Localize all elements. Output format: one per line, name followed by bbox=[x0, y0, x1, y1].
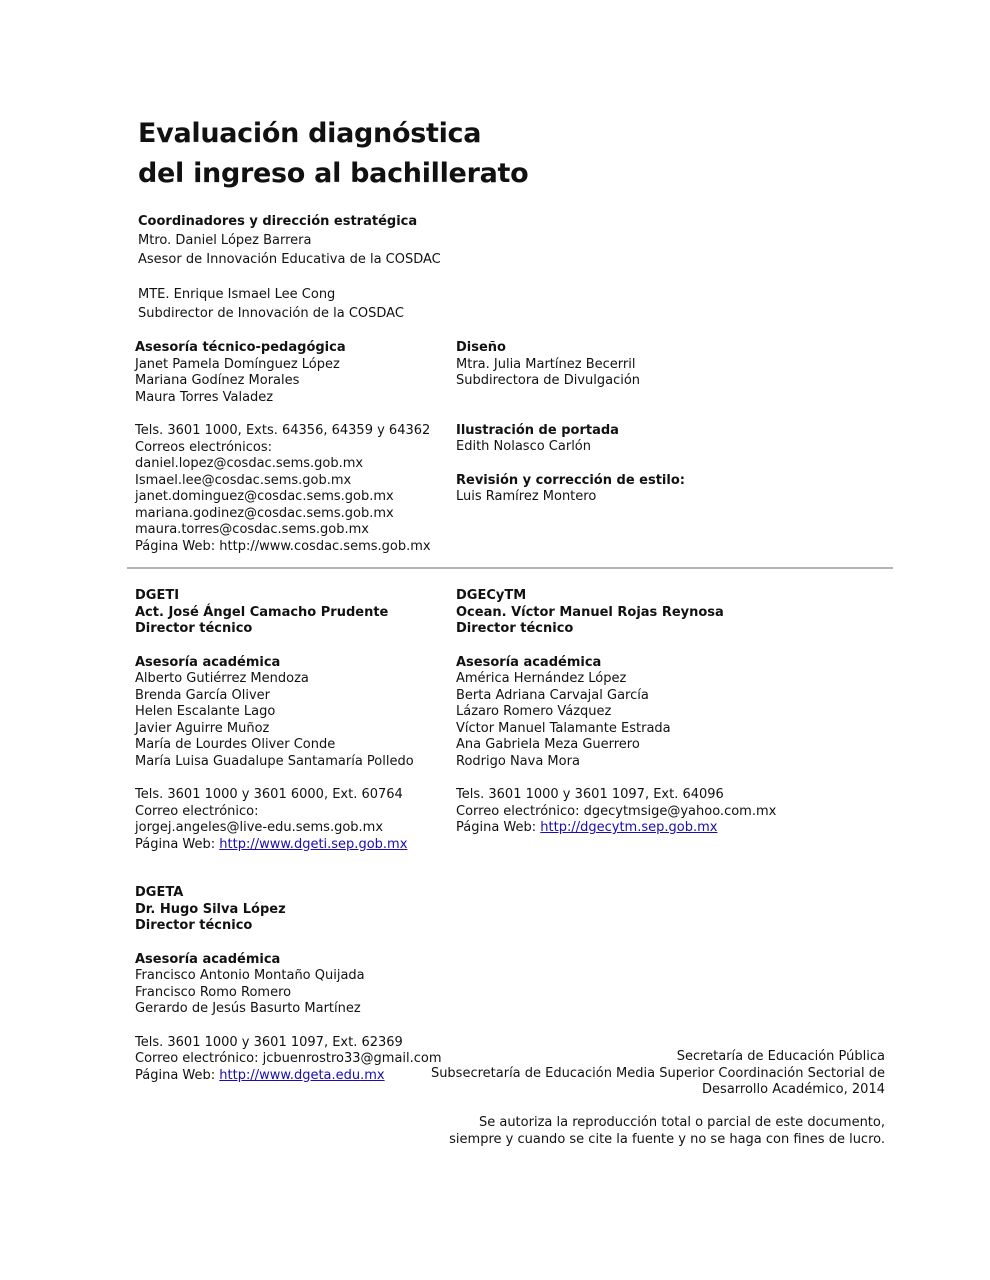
dgecytm-director-role: Director técnico bbox=[456, 621, 574, 636]
dgeti-org: DGETI bbox=[135, 588, 180, 603]
dgecytm-web-link[interactable]: http://dgecytm.sep.gob.mx bbox=[540, 820, 718, 835]
dgecytm-email: Correo electrónico: dgecytmsige@yahoo.com.mx bbox=[456, 803, 777, 819]
list-item: Gerardo de Jesús Basurto Martínez bbox=[135, 1001, 361, 1016]
list-item: María Luisa Guadalupe Santamaría Polledo bbox=[135, 753, 414, 769]
dgeti-phones: Tels. 3601 1000 y 3601 6000, Ext. 60764 bbox=[135, 787, 403, 802]
technical-advisory-phones: Tels. 3601 1000, Exts. 64356, 64359 y 64362 bbox=[135, 423, 431, 438]
list-item: Lázaro Romero Vázquez bbox=[456, 704, 612, 719]
list-item: Javier Aguirre Muñoz bbox=[135, 720, 270, 736]
technical-advisory-heading: Asesoría técnico-pedagógica bbox=[135, 340, 346, 355]
dgeti-advisory-heading: Asesoría académica bbox=[135, 654, 281, 670]
publisher-line-3: Desarrollo Académico, 2014 bbox=[702, 1082, 885, 1097]
list-item: Francisco Antonio Montaño Quijada bbox=[135, 968, 365, 983]
list-item: Maura Torres Valadez bbox=[135, 389, 274, 405]
email-item: daniel.lopez@cosdac.sems.gob.mx bbox=[135, 456, 364, 471]
document-title bbox=[138, 114, 528, 194]
cover-name: Edith Nolasco Carlón bbox=[456, 439, 592, 454]
list-item: Mariana Godínez Morales bbox=[135, 373, 300, 388]
technical-advisory-web: Página Web: http://www.cosdac.sems.gob.mx bbox=[135, 538, 431, 554]
dgecytm-web-label: Página Web: bbox=[456, 820, 541, 835]
dgecytm-section bbox=[456, 588, 776, 837]
dgecytm-web bbox=[456, 820, 776, 837]
dgecytm-org: DGECyTM bbox=[456, 588, 527, 603]
list-item: Ana Gabriela Meza Guerrero bbox=[456, 737, 640, 752]
dgeta-web bbox=[135, 1068, 442, 1085]
email-item: maura.torres@cosdac.sems.gob.mx bbox=[135, 522, 369, 537]
dgeta-org: DGETA bbox=[135, 885, 184, 900]
email-item: mariana.godinez@cosdac.sems.gob.mx bbox=[135, 505, 394, 521]
dgeta-advisory-heading: Asesoría académica bbox=[135, 951, 281, 967]
list-item: Alberto Gutiérrez Mendoza bbox=[135, 671, 309, 686]
email-item: janet.dominguez@cosdac.sems.gob.mx bbox=[135, 489, 394, 504]
list-item: Brenda García Oliver bbox=[135, 687, 271, 703]
dgeti-web bbox=[135, 837, 414, 854]
license-line-1: Se autoriza la reproducción total o parcial de este documento, bbox=[478, 1115, 885, 1130]
license-line-2: siempre y cuando se cite la fuente y no se haga con fines de lucro. bbox=[449, 1131, 885, 1147]
list-item: Rodrigo Nava Mora bbox=[456, 753, 580, 769]
dgeti-email: jorgej.angeles@live-edu.sems.gob.mx bbox=[135, 820, 384, 835]
list-item: Francisco Romo Romero bbox=[135, 984, 292, 1000]
revision-heading: Revisión y corrección de estilo: bbox=[456, 472, 685, 488]
dgeta-web-link[interactable]: http://www.dgeta.edu.mx bbox=[219, 1067, 385, 1083]
section-divider bbox=[127, 567, 893, 569]
dgeti-section bbox=[135, 588, 414, 853]
dgeta-web-label: Página Web: bbox=[135, 1067, 220, 1083]
coordinators-section bbox=[138, 212, 441, 323]
dgecytm-phones: Tels. 3601 1000 y 3601 1097, Ext. 64096 bbox=[456, 787, 724, 802]
dgeti-email-label: Correo electrónico: bbox=[135, 803, 259, 819]
dgecytm-advisory-heading: Asesoría académica bbox=[456, 654, 602, 670]
dgeta-director: Dr. Hugo Silva López bbox=[135, 901, 286, 917]
list-item: América Hernández López bbox=[456, 671, 627, 686]
list-item: Janet Pamela Domínguez López bbox=[135, 356, 340, 372]
list-item: María de Lourdes Oliver Conde bbox=[135, 737, 336, 752]
coordinator-1-role: Asesor de Innovación Educativa de la COSDAC bbox=[138, 252, 441, 267]
email-item: Ismael.lee@cosdac.sems.gob.mx bbox=[135, 472, 352, 488]
dgeti-web-link[interactable]: http://www.dgeti.sep.gob.mx bbox=[219, 836, 408, 852]
title-line-2: del ingreso al bachillerato bbox=[138, 158, 529, 189]
revision-name: Luis Ramírez Montero bbox=[456, 489, 597, 504]
design-heading: Diseño bbox=[456, 340, 506, 355]
dgecytm-director: Ocean. Víctor Manuel Rojas Reynosa bbox=[456, 604, 724, 620]
coordinator-2-name: MTE. Enrique Ismael Lee Cong bbox=[138, 287, 336, 302]
publisher-line-1: Secretaría de Educación Pública bbox=[676, 1049, 885, 1064]
coordinators-heading: Coordinadores y dirección estratégica bbox=[138, 214, 418, 229]
dgeti-web-label: Página Web: bbox=[135, 836, 220, 852]
credits-section bbox=[456, 340, 685, 506]
dgeta-section bbox=[135, 885, 442, 1084]
list-item: Berta Adriana Carvajal García bbox=[456, 687, 649, 703]
design-role: Subdirectora de Divulgación bbox=[456, 373, 641, 388]
list-item: Víctor Manuel Talamante Estrada bbox=[456, 720, 671, 736]
dgeta-phones: Tels. 3601 1000 y 3601 1097, Ext. 62369 bbox=[135, 1034, 403, 1050]
publisher-block bbox=[431, 1049, 885, 1099]
dgeti-director-role: Director técnico bbox=[135, 621, 253, 636]
license-notice bbox=[449, 1115, 885, 1148]
technical-advisory-section bbox=[135, 340, 431, 555]
dgeta-email: Correo electrónico: jcbuenrostro33@gmail.com bbox=[135, 1051, 442, 1066]
publisher-line-2: Subsecretaría de Educación Media Superior Coordinación Sectorial de bbox=[430, 1065, 885, 1081]
technical-advisory-emails-label: Correos electrónicos: bbox=[135, 439, 273, 455]
coordinator-2-role: Subdirector de Innovación de la COSDAC bbox=[138, 306, 404, 321]
cover-heading: Ilustración de portada bbox=[456, 422, 619, 438]
dgeti-director: Act. José Ángel Camacho Prudente bbox=[135, 604, 389, 620]
list-item: Helen Escalante Lago bbox=[135, 704, 276, 719]
title-line-1: Evaluación diagnóstica bbox=[138, 118, 482, 149]
design-name: Mtra. Julia Martínez Becerril bbox=[456, 356, 636, 372]
dgeta-director-role: Director técnico bbox=[135, 918, 253, 933]
coordinator-1-name: Mtro. Daniel López Barrera bbox=[138, 233, 312, 248]
